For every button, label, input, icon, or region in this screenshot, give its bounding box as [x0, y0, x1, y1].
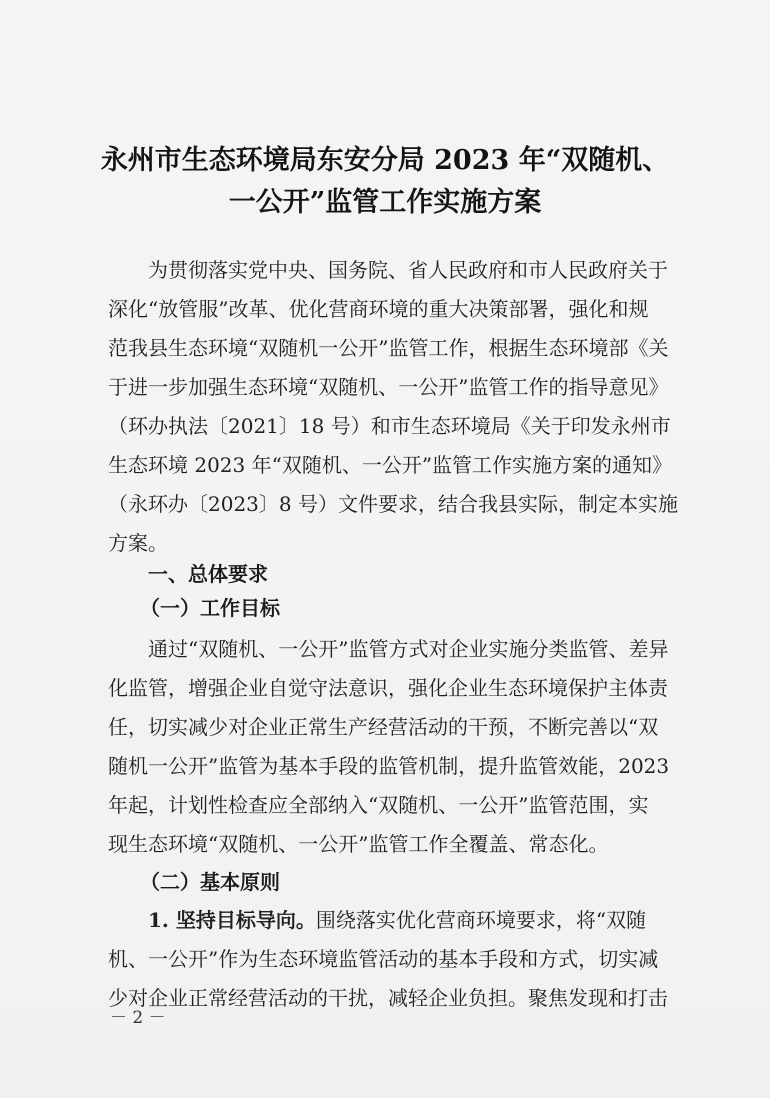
intro-line: 于进一步加强生态环境“双随机、一公开”监管工作的指导意见》 — [108, 375, 669, 399]
principle-text: 围绕落实优化营商环境要求，将“双随 — [315, 908, 647, 932]
section-heading: 一、总体要求 — [148, 562, 268, 586]
intro-line: 深化“放管服”改革、优化营商环境的重大决策部署，强化和规 — [108, 297, 649, 321]
subsection-heading: （二）基本原则 — [140, 870, 280, 894]
body-line: 少对企业正常经营活动的干扰，减轻企业负担。聚焦发现和打击 — [108, 986, 668, 1010]
intro-line: 范我县生态环境“双随机一公开”监管工作，根据生态环境部《关 — [108, 336, 669, 360]
principle-line — [148, 906, 768, 934]
subsection-heading: （一）工作目标 — [140, 596, 280, 620]
body-line: 机、一公开”作为生态环境监管活动的基本手段和方式，切实减 — [108, 947, 659, 971]
intro-line: （永环办〔2023〕8 号）文件要求，结合我县实际，制定本实施 — [108, 492, 678, 516]
body-line: 通过“双随机、一公开”监管方式对企业实施分类监管、差异 — [148, 637, 669, 661]
intro-line: 为贯彻落实党中央、国务院、省人民政府和市人民政府关于 — [148, 258, 668, 282]
page-number: － 2 － — [110, 1008, 166, 1028]
document-title-line-1: 永州市生态环境局东安分局 2023 年“双随机、 — [100, 145, 670, 176]
intro-line: 生态环境 2023 年“双随机、一公开”监管工作实施方案的通知》 — [108, 453, 673, 477]
body-line: 任，切实减少对企业正常生产经营活动的干预，不断完善以“双 — [108, 715, 659, 739]
principle-lead: 1. 坚持目标导向。 — [148, 908, 316, 932]
body-line: 化监管，增强企业自觉守法意识，强化企业生态环境保护主体责 — [108, 676, 668, 700]
body-line: 现生态环境“双随机、一公开”监管工作全覆盖、常态化。 — [108, 832, 609, 856]
document-title-line-2: 一公开”监管工作实施方案 — [228, 187, 542, 218]
body-line: 随机一公开”监管为基本手段的监管机制，提升监管效能，2023 — [108, 754, 670, 778]
body-line: 年起，计划性检查应全部纳入“双随机、一公开”监管范围，实 — [108, 793, 649, 817]
intro-line: （环办执法〔2021〕18 号）和市生态环境局《关于印发永州市 — [108, 414, 671, 438]
intro-line: 方案。 — [108, 531, 168, 555]
